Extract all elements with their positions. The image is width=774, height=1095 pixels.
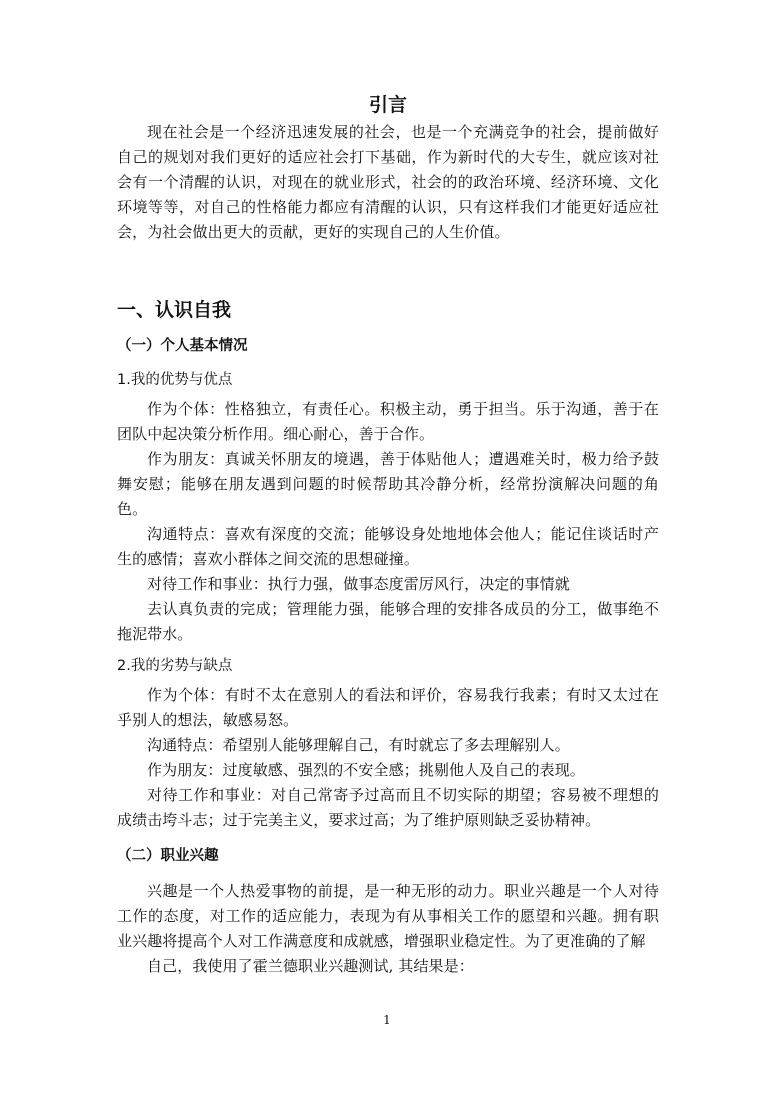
section-heading-self-knowledge: 一、认识自我 [117,299,232,321]
strengths-paragraph: 对待工作和事业：执行力强，做事态度雷厉风行，决定的事情就 [147,575,570,593]
weaknesses-paragraph: 沟通特点：希望别人能够理解自己，有时就忘了多去理解别人。 [147,736,570,754]
page-title: 引言 [368,94,407,116]
strengths-paragraph: 沟通特点：喜欢有深度的交流；能够设身处地地体会他人；能记住谈话时产生的感情；喜欢小群体之间交流的思想碰撞。 [117,525,659,568]
strengths-paragraph: 去认真负责的完成；管理能力强，能够合理的安排各成员的分工，做事绝不拖泥带水。 [117,600,659,643]
weaknesses-paragraph: 对待工作和事业：对自己常寄予过高而且不切实际的期望；容易被不理想的成绩击垮斗志；过于完美主义，要求过高；为了维护原则缺乏妥协精神。 [117,786,659,829]
interest-paragraph: 自己，我使用了霍兰德职业兴趣测试, 其结果是： [147,957,474,975]
page-number: 1 [383,1013,391,1027]
weaknesses-paragraph: 作为朋友：过度敏感、强烈的不安全感；挑剔他人及自己的表现。 [147,761,585,779]
strengths-heading: 1.我的优势与优点 [117,372,233,388]
strengths-paragraph: 作为个体：性格独立，有责任心。积极主动，勇于担当。乐于沟通，善于在团队中起决策分析作用。细心耐心，善于合作。 [117,400,659,443]
strengths-paragraph: 作为朋友：真诚关怀朋友的境遇，善于体贴他人；遭遇难关时，极力给予鼓舞安慰；能够在朋友遇到问题的时候帮助其冷静分析，经常扮演解决问题的角色。 [117,450,659,518]
weaknesses-paragraph: 作为个体：有时不太在意别人的看法和评价，容易我行我素；有时又太过在乎别人的想法，敏感易怒。 [117,686,659,729]
document-body [117,92,659,979]
intro-paragraph: 现在社会是一个经济迅速发展的社会，也是一个充满竞争的社会，提前做好自己的规划对我们更好的适应社会打下基础，作为新时代的大专生，就应该对社会有一个清醒的认识，对现在的就业形式，社会的的政治环境、经济环境、文化环境等等，对自己的性格能力都应有清醒的认识，只有这样我们才能更好适应社会，为社会做出更大的贡献，更好的实现自己的人生价值。 [117,123,659,241]
weaknesses-heading: 2.我的劣势与缺点 [117,658,233,674]
interest-paragraph: 兴趣是一个人热爱事物的前提，是一种无形的动力。职业兴趣是一个人对待工作的态度，对工作的适应能力，表现为有从事相关工作的愿望和兴趣。拥有职业兴趣将提高个人对工作满意度和成就感，增强职业稳定性。为了更准确的了解 [117,882,659,950]
subsection-heading-basic-info: （一）个人基本情况 [117,338,248,354]
subsection-heading-career-interest: （二）职业兴趣 [117,848,219,864]
